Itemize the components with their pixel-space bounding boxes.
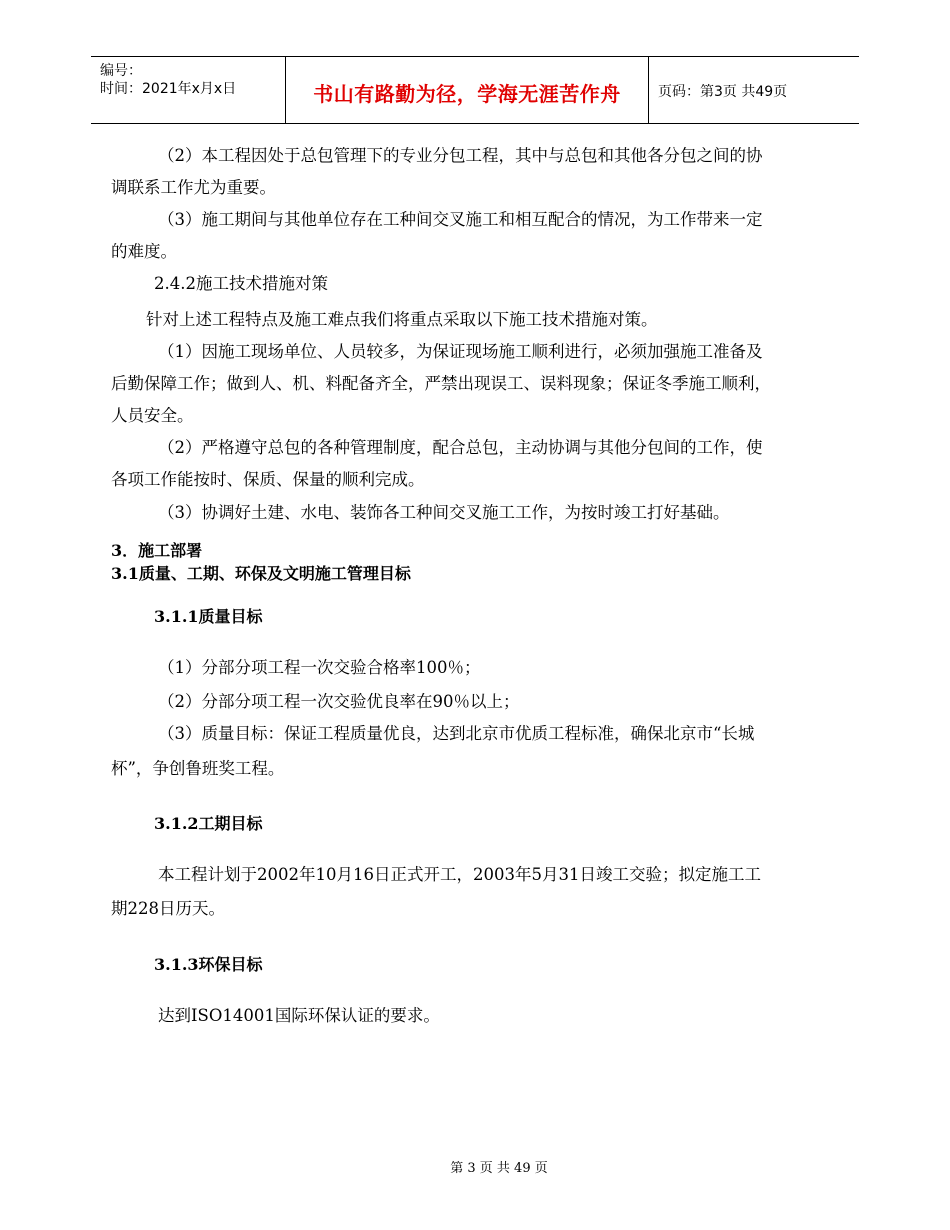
paragraph-line: 杯”，争创鲁班奖工程。 — [111, 759, 285, 778]
paragraph-line: 各项工作能按时、保质、保量的顺利完成。 — [111, 470, 425, 489]
page-header — [91, 56, 859, 124]
date-label: 时间：2021年x月x日 — [100, 81, 237, 97]
paragraph-line: （1）因施工现场单位、人员较多，为保证现场施工顺利进行，必须加强施工准备及 — [158, 342, 763, 361]
header-right-cell — [648, 57, 859, 123]
heading-3: 3．施工部署 — [111, 541, 203, 560]
paragraph-line: 期228日历天。 — [111, 899, 225, 918]
paragraph-line: （2）严格遵守总包的各种管理制度，配合总包，主动协调与其他分包间的工作，使 — [158, 438, 763, 457]
header-motto: 书山有路勤为径，学海无涯苦作舟 — [313, 82, 621, 106]
paragraph-line: 调联系工作尤为重要。 — [111, 178, 276, 197]
paragraph-line: 后勤保障工作；做到人、机、料配备齐全，严禁出现误工、误料现象；保证冬季施工顺利， — [111, 374, 771, 393]
page-footer: 第 3 页 共 49 页 — [450, 1161, 548, 1176]
paragraph-line: 的难度。 — [111, 242, 177, 261]
paragraph-line: 达到ISO14001国际环保认证的要求。 — [158, 1006, 440, 1025]
paragraph-line: （3）协调好土建、水电、装饰各工种间交叉施工工作，为按时竣工打好基础。 — [158, 503, 730, 522]
heading-3-1-3: 3.1.3环保目标 — [154, 955, 263, 974]
heading-3-1: 3.1质量、工期、环保及文明施工管理目标 — [111, 564, 411, 583]
paragraph-line: （1）分部分项工程一次交验合格率100％； — [158, 658, 481, 677]
heading-3-1-2: 3.1.2工期目标 — [154, 814, 263, 833]
heading-3-1-1: 3.1.1质量目标 — [154, 607, 263, 626]
paragraph-line: 针对上述工程特点及施工难点我们将重点采取以下施工技术措施对策。 — [146, 310, 658, 329]
paragraph-line: 本工程计划于2002年10月16日正式开工，2003年5月31日竣工交验；拟定施工工 — [158, 865, 761, 884]
paragraph-line: （2）本工程因处于总包管理下的专业分包工程，其中与总包和其他各分包之间的协 — [158, 146, 763, 165]
section-heading-2-4-2: 2.4.2施工技术措施对策 — [154, 274, 328, 293]
serial-number-label: 编号： — [100, 63, 142, 79]
paragraph-line: （3）质量目标：保证工程质量优良，达到北京市优质工程标准，确保北京市“长城 — [158, 724, 755, 743]
paragraph-line: （2）分部分项工程一次交验优良率在90％以上； — [158, 692, 520, 711]
header-page-code: 页码：第3页 共49页 — [658, 84, 788, 100]
paragraph-line: （3）施工期间与其他单位存在工种间交叉施工和相互配合的情况，为工作带来一定 — [158, 210, 763, 229]
paragraph-line: 人员安全。 — [111, 406, 194, 425]
header-left-cell — [91, 57, 285, 123]
header-motto-cell — [285, 57, 649, 123]
